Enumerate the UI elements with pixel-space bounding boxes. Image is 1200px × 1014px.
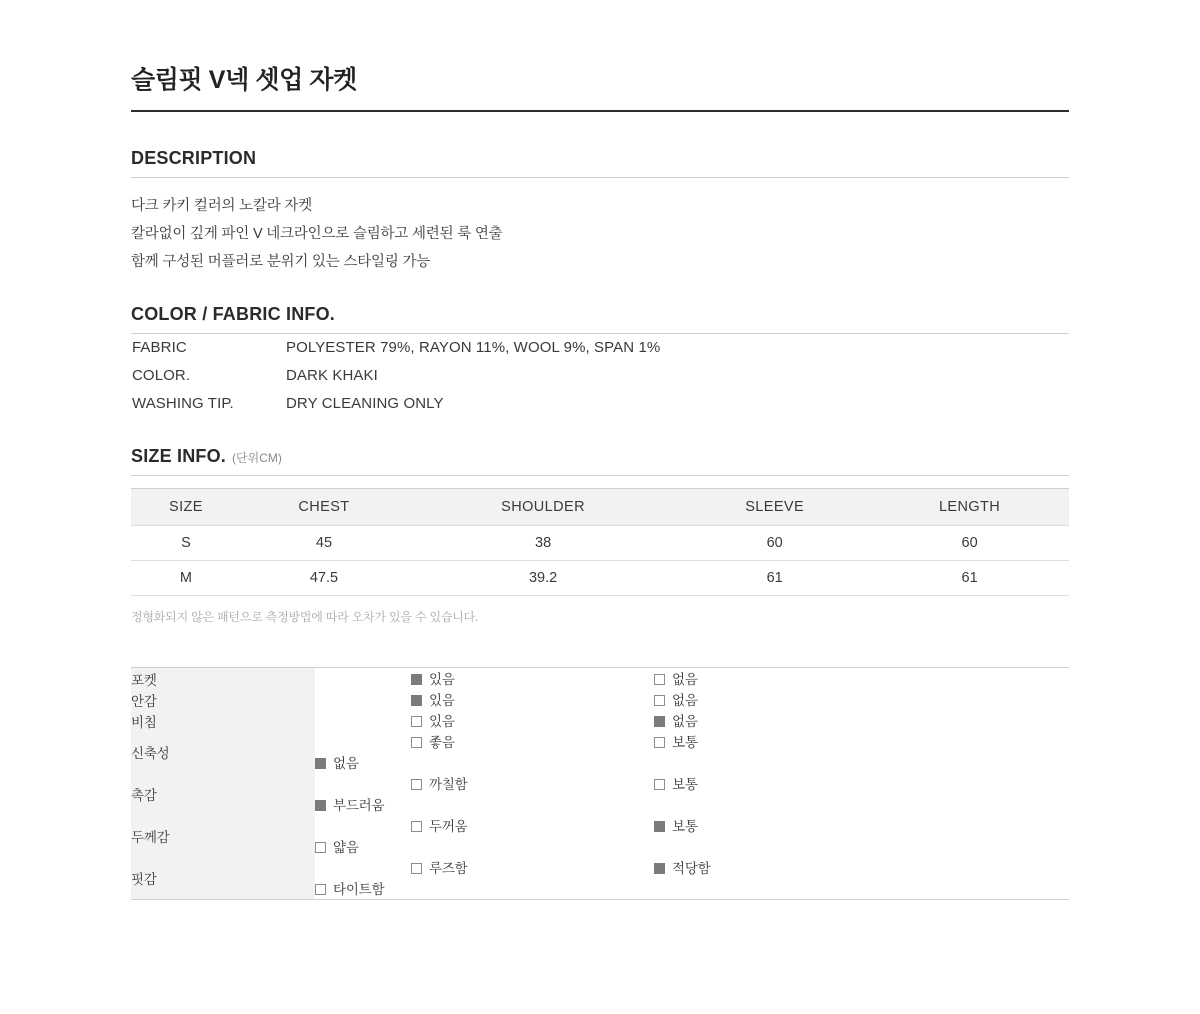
size-note: 정형화되지 않은 패턴으로 측정방법에 따라 오차가 있을 수 있습니다. bbox=[131, 610, 479, 624]
info-value: DARK KHAKI bbox=[286, 367, 378, 384]
checkbox-icon[interactable] bbox=[411, 716, 422, 727]
size-column-header: SLEEVE bbox=[679, 489, 870, 526]
checkbox-icon[interactable] bbox=[654, 737, 665, 748]
attribute-option[interactable] bbox=[654, 773, 897, 793]
table-row bbox=[131, 362, 661, 390]
attribute-option[interactable] bbox=[315, 710, 654, 730]
attribute-option-label: 보통 bbox=[672, 735, 698, 750]
table-row bbox=[131, 526, 1069, 561]
attribute-option-label: 보통 bbox=[672, 819, 698, 834]
size-cell: 60 bbox=[870, 526, 1069, 561]
attribute-option-label: 좋음 bbox=[429, 735, 455, 750]
size-info-divider bbox=[131, 475, 1069, 476]
attribute-option[interactable] bbox=[315, 773, 654, 793]
attribute-options bbox=[315, 731, 1069, 773]
attribute-options bbox=[315, 689, 1069, 710]
attribute-options bbox=[315, 857, 1069, 899]
size-cell: 39.2 bbox=[407, 561, 679, 596]
color-fabric-table bbox=[131, 334, 661, 418]
table-row bbox=[131, 815, 1069, 857]
size-info-heading-text: SIZE INFO. bbox=[131, 446, 227, 466]
color-fabric-heading: COLOR / FABRIC INFO. bbox=[131, 304, 335, 324]
attribute-option[interactable] bbox=[654, 710, 897, 730]
attribute-option-label: 루즈함 bbox=[429, 861, 468, 876]
description-section bbox=[131, 148, 1069, 276]
attribute-option-label: 두꺼움 bbox=[429, 819, 468, 834]
info-label: FABRIC bbox=[132, 339, 187, 356]
attribute-option-label: 없음 bbox=[333, 756, 359, 771]
size-column-header: LENGTH bbox=[870, 489, 1069, 526]
checkbox-icon[interactable] bbox=[411, 779, 422, 790]
size-cell: 38 bbox=[407, 526, 679, 561]
size-table bbox=[131, 488, 1069, 596]
checkbox-icon[interactable] bbox=[411, 863, 422, 874]
attribute-option[interactable] bbox=[654, 857, 897, 877]
size-column-header: CHEST bbox=[241, 489, 407, 526]
attribute-options bbox=[315, 773, 1069, 815]
attribute-name: 핏감 bbox=[131, 857, 315, 899]
checkbox-icon[interactable] bbox=[654, 695, 665, 706]
content-container bbox=[131, 60, 1069, 900]
size-cell: M bbox=[131, 561, 241, 596]
checkbox-icon[interactable] bbox=[411, 674, 422, 685]
attribute-option[interactable] bbox=[315, 836, 558, 856]
table-row bbox=[131, 773, 1069, 815]
checkbox-icon[interactable] bbox=[654, 863, 665, 874]
attribute-option-label: 적당함 bbox=[672, 861, 711, 876]
info-value: POLYESTER 79%, RAYON 11%, WOOL 9%, SPAN 1% bbox=[286, 339, 661, 356]
info-label: COLOR. bbox=[132, 367, 191, 384]
attributes-table bbox=[131, 668, 1069, 899]
attribute-option-label: 부드러움 bbox=[333, 798, 385, 813]
attribute-option[interactable] bbox=[315, 878, 558, 898]
attribute-options bbox=[315, 710, 1069, 731]
attribute-name: 신축성 bbox=[131, 731, 315, 773]
attribute-name: 비침 bbox=[131, 710, 315, 731]
attribute-option[interactable] bbox=[315, 815, 654, 835]
attribute-option-label: 얇음 bbox=[333, 840, 359, 855]
attribute-name: 안감 bbox=[131, 689, 315, 710]
checkbox-icon[interactable] bbox=[315, 800, 326, 811]
attribute-option-label: 있음 bbox=[429, 714, 455, 729]
attribute-option-label: 없음 bbox=[672, 714, 698, 729]
checkbox-icon[interactable] bbox=[654, 716, 665, 727]
checkbox-icon[interactable] bbox=[315, 842, 326, 853]
attribute-option-label: 까칠함 bbox=[429, 777, 468, 792]
table-row bbox=[131, 334, 661, 362]
info-label: WASHING TIP. bbox=[132, 395, 234, 412]
description-lines bbox=[131, 178, 1069, 276]
checkbox-icon[interactable] bbox=[315, 884, 326, 895]
attribute-options bbox=[315, 668, 1069, 689]
attribute-option-label: 없음 bbox=[672, 693, 698, 708]
size-cell: 61 bbox=[870, 561, 1069, 596]
attribute-name: 촉감 bbox=[131, 773, 315, 815]
title-divider bbox=[131, 110, 1069, 112]
page-title: 슬림핏 V넥 셋업 자켓 bbox=[131, 66, 357, 94]
attributes-section bbox=[131, 667, 1069, 900]
table-row bbox=[131, 689, 1069, 710]
size-cell: 47.5 bbox=[241, 561, 407, 596]
attribute-option[interactable] bbox=[654, 689, 897, 709]
size-column-header: SIZE bbox=[131, 489, 241, 526]
attribute-option[interactable] bbox=[654, 668, 897, 688]
size-info-unit: (단위CM) bbox=[232, 451, 282, 465]
attribute-option-label: 있음 bbox=[429, 672, 455, 687]
checkbox-icon[interactable] bbox=[654, 779, 665, 790]
description-line: 칼라없이 깊게 파인 V 네크라인으로 슬림하고 세련된 룩 연출 bbox=[131, 226, 503, 242]
size-cell: 45 bbox=[241, 526, 407, 561]
size-cell: 61 bbox=[679, 561, 870, 596]
color-fabric-section bbox=[131, 304, 1069, 418]
table-row bbox=[131, 731, 1069, 773]
attribute-option-label: 있음 bbox=[429, 693, 455, 708]
attribute-option-label: 보통 bbox=[672, 777, 698, 792]
table-row bbox=[131, 857, 1069, 899]
attribute-option[interactable] bbox=[315, 731, 654, 751]
checkbox-icon[interactable] bbox=[315, 758, 326, 769]
size-column-header: SHOULDER bbox=[407, 489, 679, 526]
checkbox-icon[interactable] bbox=[411, 821, 422, 832]
checkbox-icon[interactable] bbox=[411, 737, 422, 748]
size-cell: 60 bbox=[679, 526, 870, 561]
attribute-option[interactable] bbox=[315, 794, 558, 814]
attribute-name: 두께감 bbox=[131, 815, 315, 857]
table-row bbox=[131, 710, 1069, 731]
checkbox-icon[interactable] bbox=[654, 821, 665, 832]
attribute-option-label: 없음 bbox=[672, 672, 698, 687]
size-cell: S bbox=[131, 526, 241, 561]
info-value: DRY CLEANING ONLY bbox=[286, 395, 444, 412]
checkbox-icon[interactable] bbox=[411, 695, 422, 706]
attribute-option[interactable] bbox=[654, 815, 897, 835]
table-row bbox=[131, 668, 1069, 689]
description-line: 다크 카키 컬러의 노칼라 자켓 bbox=[131, 198, 312, 214]
attribute-option[interactable] bbox=[315, 689, 654, 709]
table-row bbox=[131, 561, 1069, 596]
checkbox-icon[interactable] bbox=[654, 674, 665, 685]
table-row bbox=[131, 390, 661, 418]
attribute-name: 포켓 bbox=[131, 668, 315, 689]
attribute-options bbox=[315, 815, 1069, 857]
description-heading: DESCRIPTION bbox=[131, 148, 257, 168]
attribute-option[interactable] bbox=[315, 668, 654, 688]
size-info-section bbox=[131, 446, 1069, 625]
size-table-header-row bbox=[131, 489, 1069, 526]
attribute-option[interactable] bbox=[654, 731, 897, 751]
size-info-heading bbox=[131, 446, 1069, 475]
attribute-option[interactable] bbox=[315, 857, 654, 877]
attribute-option[interactable] bbox=[315, 752, 558, 772]
attribute-option-label: 타이트함 bbox=[333, 882, 385, 897]
description-line: 함께 구성된 머플러로 분위기 있는 스타일링 가능 bbox=[131, 254, 431, 270]
